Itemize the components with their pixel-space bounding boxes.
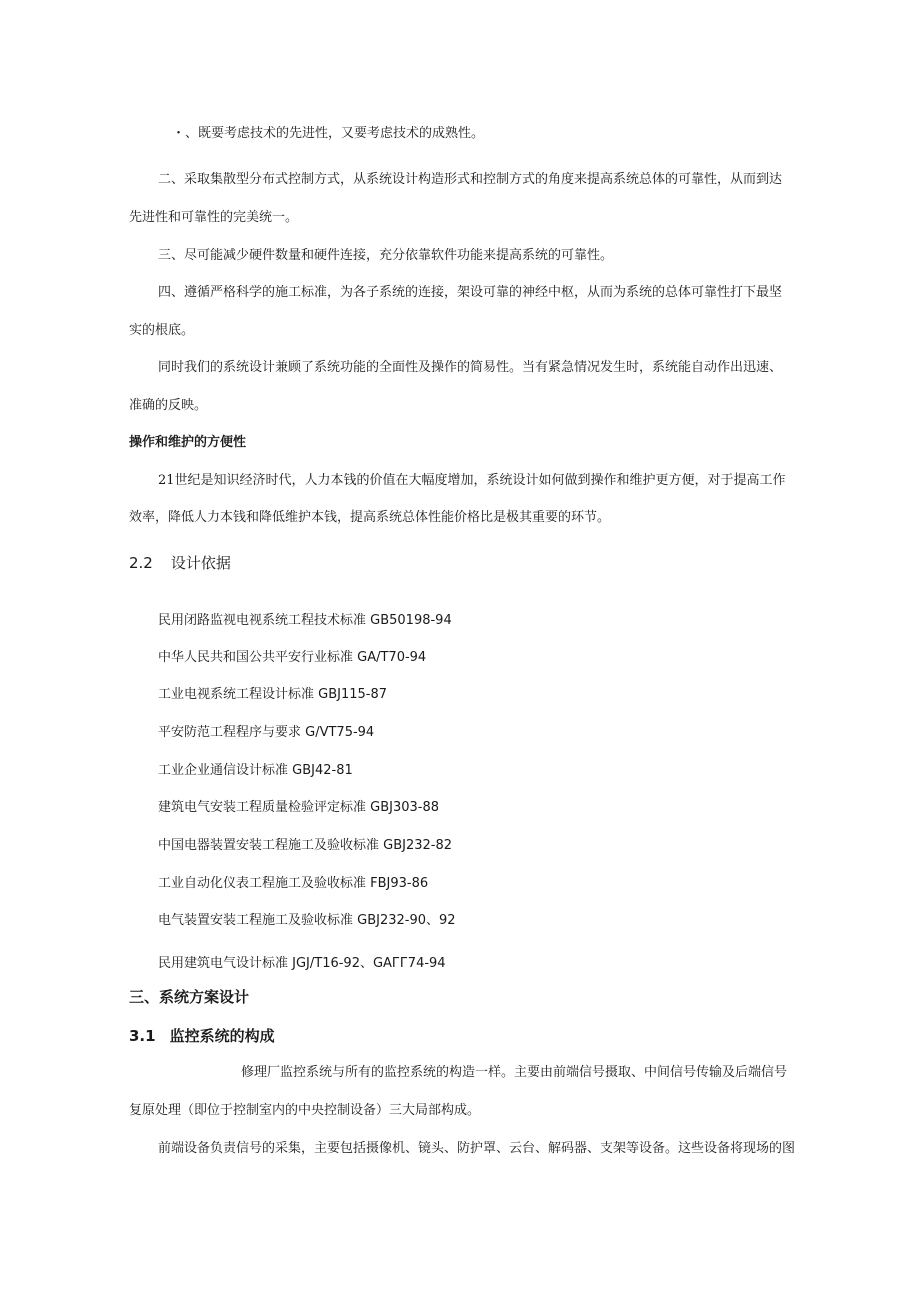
section-number: 3.1 [129,1027,156,1045]
paragraph-construction-standards: 四、遵循严格科学的施工标准，为各子系统的连接，架设可靠的神经中枢，从而为系统的总体可靠性打下最坚 [158,285,783,300]
paragraph-reduce-hardware: 三、尽可能减少硬件数量和硬件连接，充分依靠软件功能来提高系统的可靠性。 [158,248,614,263]
section-number: 2.2 [129,554,153,572]
paragraph-maturity: ・、既要考虑技术的先进性，又要考虑技术的成熟性。 [172,126,485,141]
paragraph-emergency-response: 同时我们的系统设计兼顾了系统功能的全面性及操作的简易性。当有紧急情况发生时，系统能自动作出迅速、 [158,360,783,375]
list-item: 平安防范工程程序与要求 G/VT75-94 [158,725,375,740]
paragraph-system-structure-cont: 复原处理（即位于控制室内的中央控制设备）三大局部构成。 [129,1103,481,1118]
paragraph-system-structure: 修理厂监控系统与所有的监控系统的构造一样。主要由前端信号摄取、中间信号传输及后端信号 [241,1065,788,1080]
list-item: 工业企业通信设计标准 GBJ42-81 [158,763,353,778]
list-item: 电气装置安装工程施工及验收标准 GBJ232-90、92 [158,913,456,928]
paragraph-front-end-devices: 前端设备负责信号的采集，主要包括摄像机、镜头、防护罩、云台、解码器、支架等设备。这些设备将现场的图 [158,1141,796,1156]
list-item: 中华人民共和国公共平安行业标准 GA/T70-94 [158,650,427,665]
list-item: 民用建筑电气设计标准 JGJ/T16-92、GAГГ74-94 [158,956,446,971]
list-item: 建筑电气安装工程质量检验评定标准 GBJ303-88 [158,800,440,815]
paragraph-knowledge-economy: 21世纪是知识经济时代，人力本钱的价值在大幅度增加，系统设计如何做到操作和维护更方便，对于提高工作 [158,473,786,488]
heading-maintainability: 操作和维护的方便性 [129,435,247,450]
paragraph-knowledge-economy-cont: 效率，降低人力本钱和降低维护本钱，提高系统总体性能价格比是极其重要的环节。 [129,510,611,525]
list-item: 工业自动化仪表工程施工及验收标准 FBJ93-86 [158,876,429,891]
list-item: 民用闭路监视电视系统工程技术标准 GB50198-94 [158,613,452,628]
section-title: 监控系统的构成 [169,1027,275,1045]
list-item: 中国电器装置安装工程施工及验收标准 GBJ232-82 [158,838,453,853]
list-item: 工业电视系统工程设计标准 GBJ115-87 [158,687,388,702]
paragraph-emergency-response-cont: 准确的反映。 [129,398,208,413]
section-heading-3-1 [129,1027,275,1045]
paragraph-distributed-control: 二、采取集散型分布式控制方式，从系统设计构造形式和控制方式的角度来提高系统总体的可靠性，从而到达 [158,172,783,187]
section-title: 设计依据 [170,554,231,572]
section-heading-2-2 [129,554,231,572]
paragraph-construction-standards-cont: 实的根底。 [129,323,195,338]
section-heading-3: 三、系统方案设计 [129,988,250,1006]
paragraph-distributed-control-cont: 先进性和可靠性的完美统一。 [129,210,299,225]
